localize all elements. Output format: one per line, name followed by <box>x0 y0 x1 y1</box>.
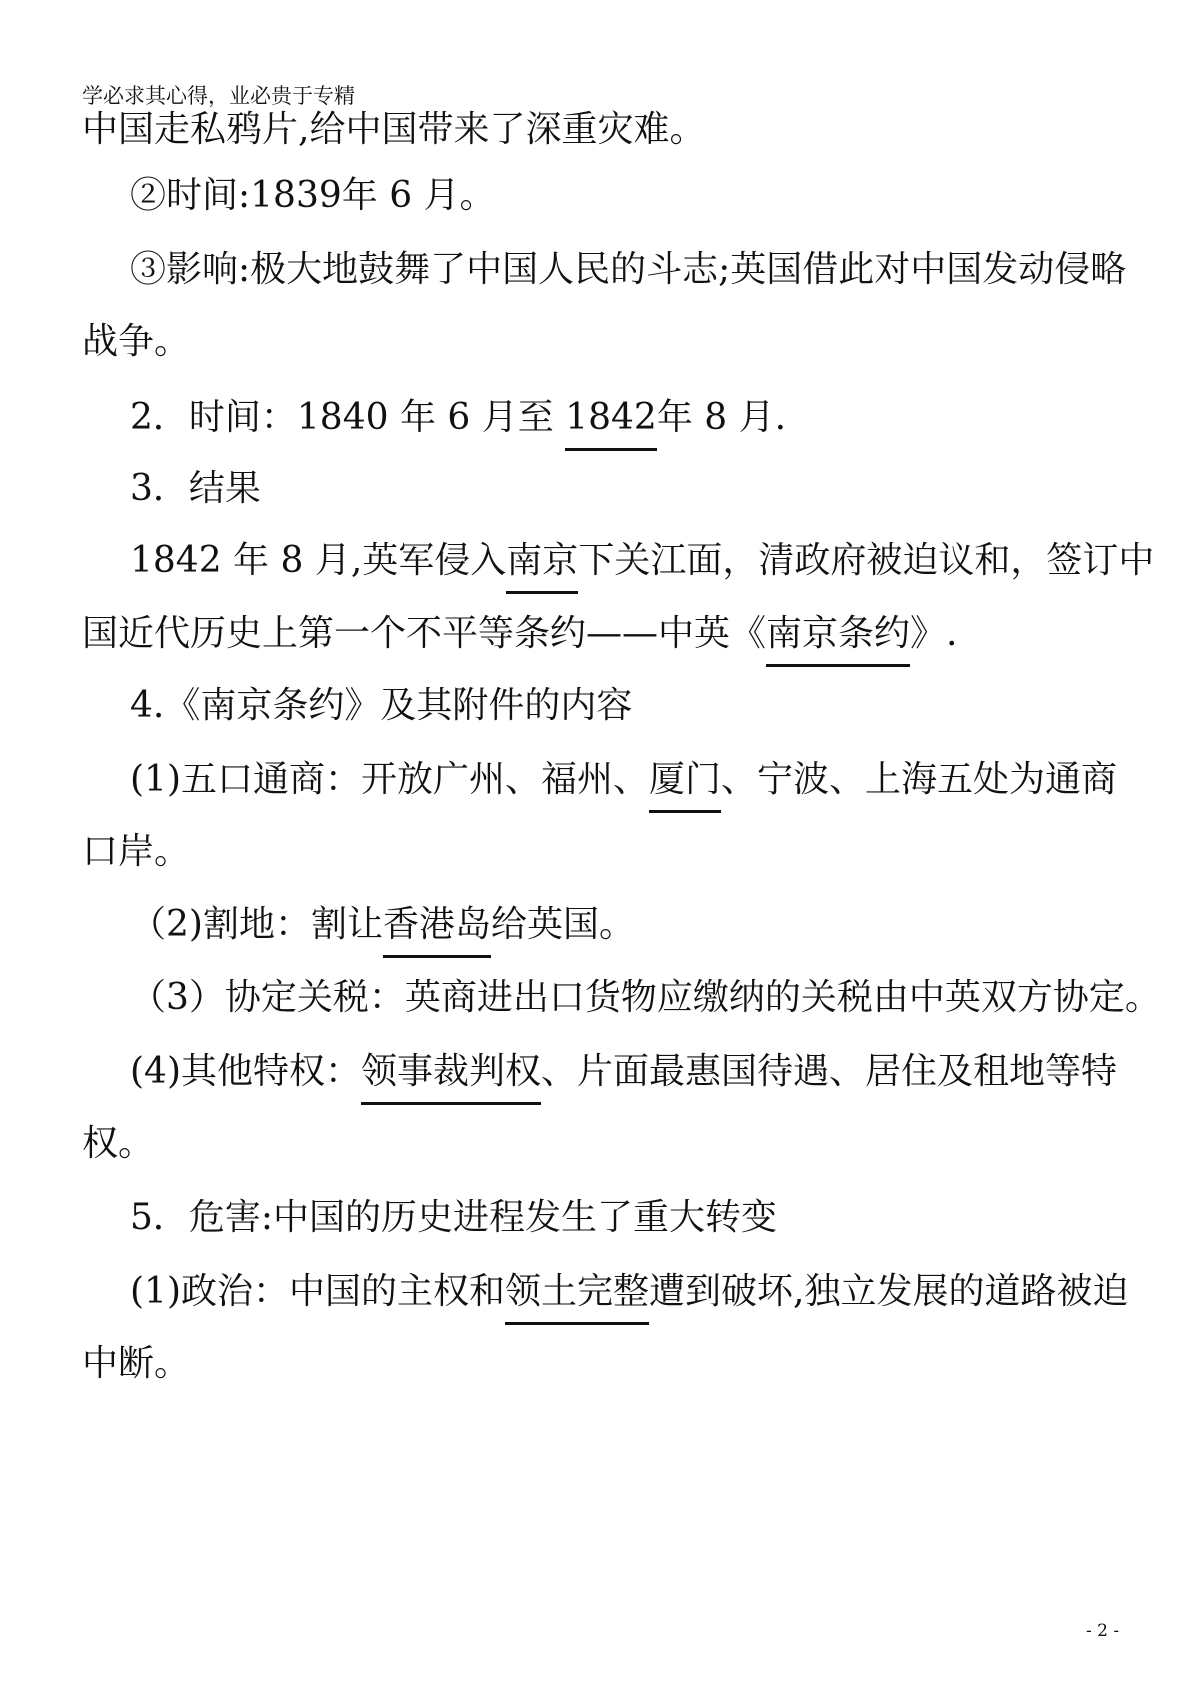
line-segment: 遭到破坏,独立发展的道路被迫 <box>649 1271 1129 1312</box>
header-note: 学必求其心得，业必贵于专精 <box>82 84 355 108</box>
page-number: - 2 - <box>1086 1621 1120 1641</box>
line-segment: (1)五口通商：开放广州、福州、 <box>130 759 649 800</box>
text-line <box>130 539 1154 594</box>
text-line <box>130 976 1161 1020</box>
text-line <box>130 174 496 218</box>
line-segment: 口岸。 <box>82 831 191 872</box>
line-segment: （3）协定关税：英商进出口货物应缴纳的关税由中英双方协定。 <box>130 977 1161 1018</box>
text-line <box>130 903 635 958</box>
text-line <box>82 830 190 874</box>
text-line <box>130 684 632 728</box>
text-line <box>130 758 1117 813</box>
line-segment: ②时间:1839年 6 月。 <box>130 175 496 216</box>
text-line <box>130 1050 1117 1105</box>
text-line <box>82 108 705 152</box>
line-segment: 给英国。 <box>490 904 635 945</box>
line-segment: 》. <box>910 613 958 654</box>
line-segment: 战争。 <box>82 321 191 362</box>
text-line <box>130 396 786 451</box>
line-segment: 国近代历史上第一个不平等条约——中英《 <box>82 613 767 654</box>
line-segment: （2)割地：割让 <box>130 904 383 945</box>
text-line <box>82 612 957 667</box>
line-segment: 3．结果 <box>130 468 261 509</box>
line-segment: 、片面最惠国待遇、居住及租地等特 <box>541 1051 1118 1092</box>
line-segment: 中国走私鸦片,给中国带来了深重灾难。 <box>82 109 706 150</box>
underlined-answer: 香港岛 <box>383 905 491 958</box>
line-segment: (4)其他特权： <box>130 1051 361 1092</box>
line-segment: ③影响:极大地鼓舞了中国人民的斗志;英国借此对中国发动侵略 <box>130 249 1127 290</box>
underlined-answer: 1842 <box>565 398 657 451</box>
line-segment: (1)政治：中国的主权和 <box>130 1271 505 1312</box>
underlined-answer: 南京 <box>506 541 578 594</box>
line-segment: 中断。 <box>82 1343 191 1384</box>
text-line <box>82 1342 190 1386</box>
text-line <box>130 467 261 511</box>
text-line <box>130 248 1126 292</box>
text-line <box>82 1122 154 1166</box>
line-segment: 4.《南京条约》及其附件的内容 <box>130 685 633 726</box>
line-segment: 年 8 月. <box>656 397 787 438</box>
text-line <box>82 320 190 364</box>
text-line <box>130 1270 1128 1325</box>
line-segment: 5．危害:中国的历史进程发生了重大转变 <box>130 1197 778 1238</box>
underlined-answer: 领土完整 <box>505 1272 649 1325</box>
line-segment: 权。 <box>82 1123 155 1164</box>
line-segment: 、宁波、上海五处为通商 <box>721 759 1118 800</box>
text-line <box>130 1196 777 1240</box>
underlined-answer: 领事裁判权 <box>361 1052 541 1105</box>
underlined-answer: 南京条约 <box>766 614 910 667</box>
underlined-answer: 厦门 <box>649 760 721 813</box>
line-segment: 1842 年 8 月,英军侵入 <box>130 540 507 581</box>
line-segment: 2．时间：1840 年 6 月至 <box>130 397 566 438</box>
line-segment: 下关江面，清政府被迫议和，签订中 <box>578 540 1155 581</box>
